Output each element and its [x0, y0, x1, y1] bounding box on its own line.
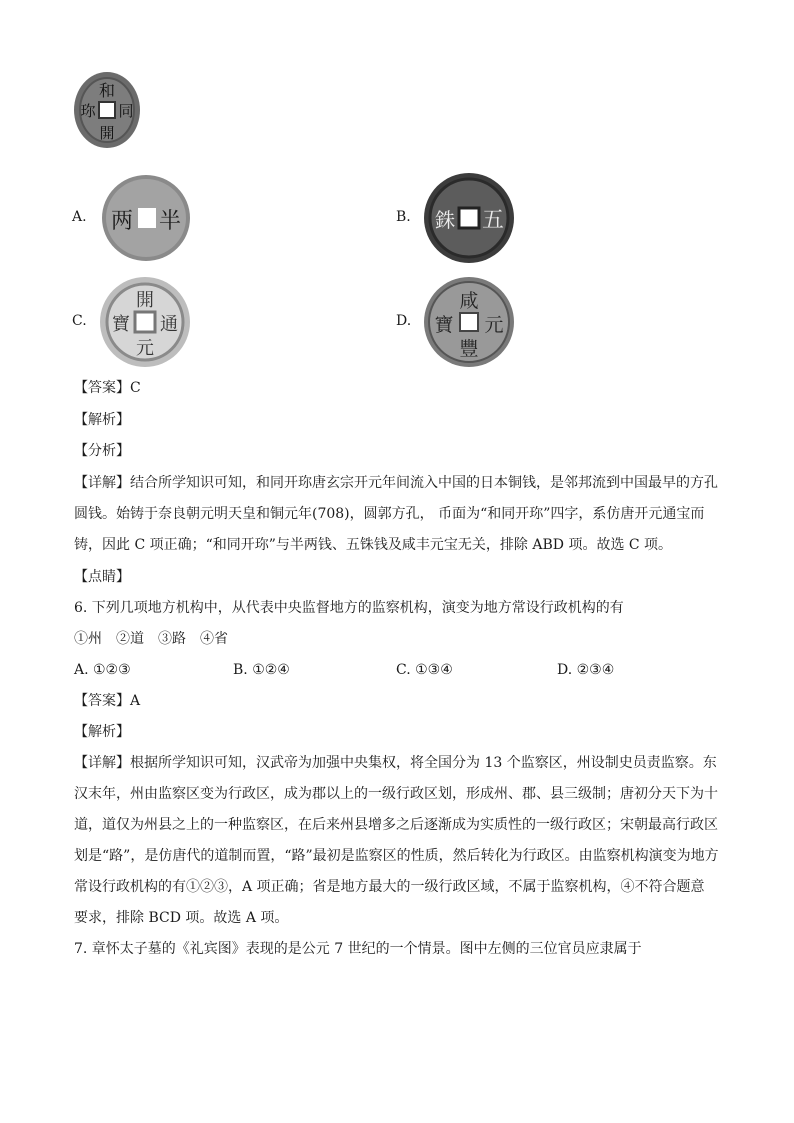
- option-c-label: C.: [72, 313, 87, 329]
- option-a-coin-char-left: 两: [110, 209, 134, 234]
- option-c-coin-char-right: 通: [160, 314, 178, 335]
- option-d-coin-char-left: 寶: [434, 314, 454, 336]
- q6-items: ①州 ②道 ③路 ④省: [74, 631, 228, 647]
- q5-answer-line: [74, 378, 141, 398]
- option-d-coin-image: [423, 276, 515, 368]
- q5-detail-line-2: 圆钱。始铸于奈良朝元明天皇和铜元年(708)，圆郭方孔， 币面为“和同开珎”四字，系仿唐开元通宝而: [74, 506, 705, 522]
- q5-answer-tag: 【答案】: [74, 380, 130, 396]
- q5-answer-value: C: [130, 380, 141, 396]
- option-c-coin-char-top: 開: [136, 290, 154, 311]
- q6-answer-value: A: [130, 693, 141, 709]
- option-a-label: A.: [72, 209, 87, 225]
- q5-dianjing-tag: 【点睛】: [74, 569, 130, 585]
- option-d-label: D.: [396, 313, 412, 329]
- option-a-coin-image: [100, 173, 192, 263]
- q6-analysis-tag: 【解析】: [74, 724, 130, 740]
- stem-coin-char-left: 珎: [80, 102, 96, 120]
- q6-detail-line-1: 【详解】根据所学知识可知，汉武帝为加强中央集权，将全国分为 13 个监察区，州设制史员责监察。东: [74, 755, 717, 771]
- q6-detail-line-3: 道，道仅为州县之上的一种监察区，在后来州县增多之后逐渐成为实质性的一级行政区；宋朝最高行政区: [74, 817, 718, 833]
- option-c-coin-char-bottom: 元: [136, 338, 154, 359]
- option-b-coin-char-left: 銖: [435, 208, 455, 232]
- option-b-coin-char-right: 五: [481, 208, 505, 233]
- q6-detail-line-5: 常设行政机构的有①②③，A 项正确；省是地方最大的一级行政区域，不属于监察机构，④不符合题意: [74, 879, 705, 895]
- stem-coin-char-bottom: 開: [99, 124, 115, 142]
- option-d-coin-char-bottom: 豐: [459, 338, 479, 360]
- q6-option-c: C. ①③④: [396, 662, 453, 678]
- q6-answer-line: [74, 691, 140, 711]
- stem-coin-char-top: 和: [98, 81, 116, 100]
- q6-option-d: D. ②③④: [557, 662, 615, 678]
- option-b-label: B.: [396, 209, 411, 225]
- stem-coin-image: [72, 70, 142, 150]
- option-d-coin-char-right: 元: [484, 314, 504, 336]
- option-c-coin-char-left: 寶: [112, 314, 130, 335]
- q6-stem: 6. 下列几项地方机构中，从代表中央监督地方的监察机构，演变为地方常设行政机构的有: [74, 600, 624, 616]
- q6-option-b: B. ①②④: [233, 662, 290, 678]
- q7-stem: 7. 章怀太子墓的《礼宾图》表现的是公元 7 世纪的一个情景。图中左侧的三位官员应隶属于: [74, 941, 642, 957]
- q5-detail-line-3: 铸，因此 C 项正确；“和同开珎”与半两钱、五铢钱及咸丰元宝无关，排除 ABD 项。故选 C 项。: [74, 537, 673, 553]
- option-c-coin-image: [99, 276, 191, 368]
- q5-detail-line-1: 【详解】结合所学知识可知，和同开珎唐玄宗开元年间流入中国的日本铜钱，是邻邦流到中国最早的方孔: [74, 475, 718, 491]
- q6-detail-tag: 【详解】: [74, 755, 130, 771]
- q6-answer-tag: 【答案】: [74, 693, 130, 709]
- stem-coin-char-right: 同: [118, 102, 134, 120]
- q5-fenxi-tag: 【分析】: [74, 443, 130, 459]
- option-d-coin-char-top: 咸: [459, 290, 479, 312]
- q5-analysis-tag: 【解析】: [74, 412, 130, 428]
- q5-detail-tag: 【详解】: [74, 475, 130, 491]
- q6-option-a: A. ①②③: [74, 662, 131, 678]
- q6-detail-line-2: 汉末年，州由监察区变为行政区，成为郡以上的一级行政区划，形成州、郡、县三级制；唐初分天下为十: [74, 786, 718, 802]
- q6-detail-line-6: 要求，排除 BCD 项。故选 A 项。: [74, 910, 289, 926]
- option-b-coin-image: [423, 172, 515, 264]
- option-a-coin-char-right: 半: [158, 209, 182, 234]
- q6-detail-line-4: 划是“路”，是仿唐代的道制而置，“路”最初是监察区的性质，然后转化为行政区。由监察机构演变为地方: [74, 848, 719, 864]
